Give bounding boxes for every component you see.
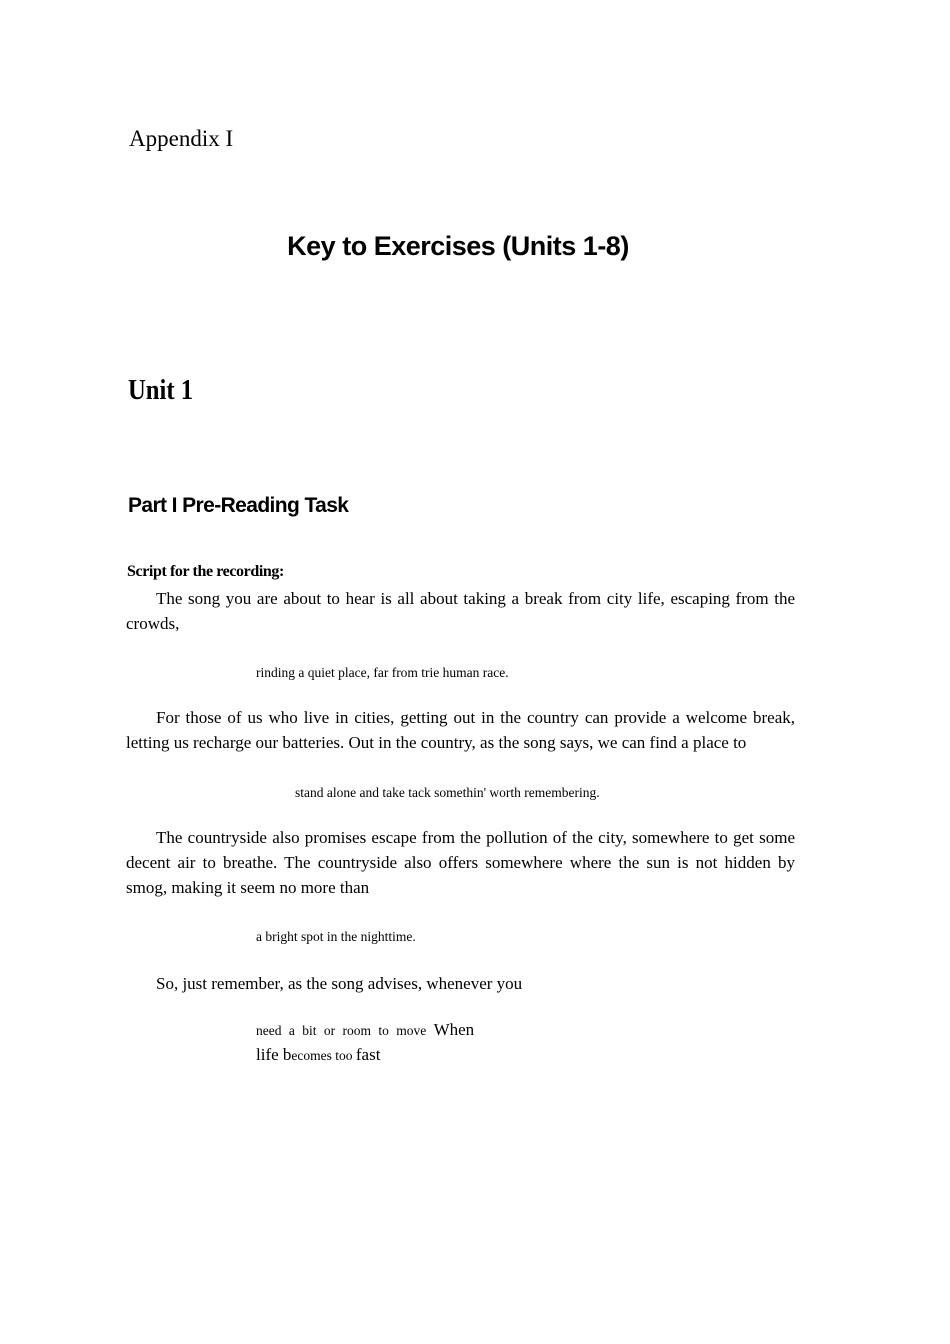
- lyric-line-4-small: need a bit or room to move: [256, 1023, 427, 1038]
- document-title: Key to Exercises (Units 1-8): [287, 231, 629, 261]
- part-heading: Part I Pre-Reading Task: [128, 494, 349, 517]
- script-label: Script for the recording:: [127, 563, 284, 580]
- lyric-line-5-middle: ecomes too: [291, 1048, 353, 1063]
- script-paragraph-3: The countryside also promises escape from the pollution of the city, somewhere to get some decent air to breathe. The countryside also offers somewhere where the sun is not hidden by smog, making it seem no more than: [126, 828, 795, 897]
- lyric-line-1: rinding a quiet place, far from trie human race.: [256, 665, 509, 680]
- appendix-heading: Appendix I: [129, 126, 234, 151]
- lyric-line-3: a bright spot in the nighttime.: [256, 929, 416, 944]
- script-paragraph-1: The song you are about to hear is all about taking a break from city life, escaping from the crowds,: [126, 589, 795, 633]
- lyric-line-5-end: fast: [355, 1045, 381, 1064]
- lyric-line-4: [256, 1017, 474, 1043]
- lyric-line-5-start: life b: [256, 1045, 292, 1064]
- lyric-line-2: stand alone and take tack somethin' worth remembering.: [295, 785, 600, 800]
- lyric-line-5: [256, 1042, 380, 1068]
- script-paragraph-4: So, just remember, as the song advises, whenever you: [156, 974, 523, 993]
- lyric-line-4-large: When: [433, 1020, 475, 1039]
- script-paragraph-2: For those of us who live in cities, getting out in the country can provide a welcome break, letting us recharge our batteries. Out in the country, as the song says, we can find a place to: [126, 708, 795, 752]
- unit-heading: Unit 1: [128, 375, 194, 406]
